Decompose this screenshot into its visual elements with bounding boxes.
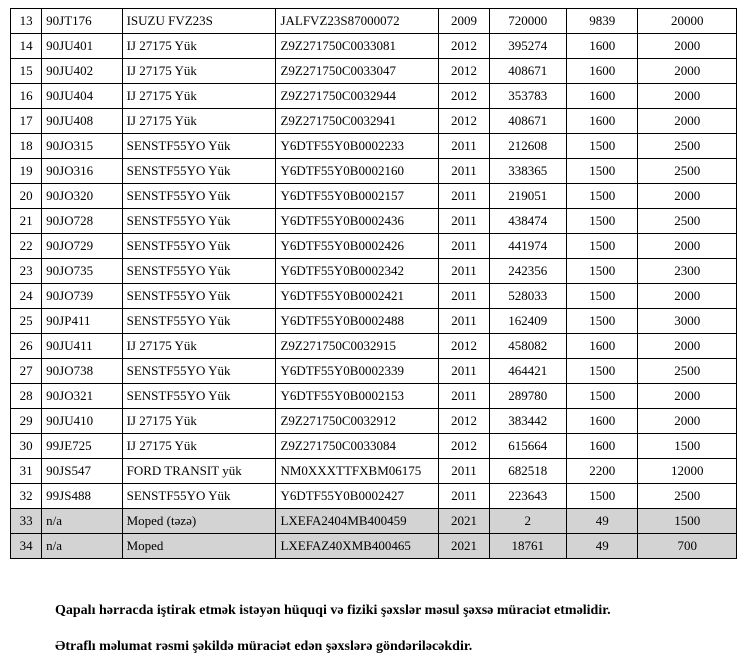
cell-engine: 1600	[567, 59, 638, 84]
cell-vin: Y6DTF55Y0B0002339	[276, 359, 439, 384]
cell-plate: 90JO735	[42, 259, 122, 284]
cell-engine: 1500	[567, 484, 638, 509]
table-row	[11, 209, 737, 234]
cell-price: 2500	[638, 134, 737, 159]
cell-plate: 90JS547	[42, 459, 122, 484]
vehicle-table-body	[11, 9, 737, 559]
cell-plate: 90JO739	[42, 284, 122, 309]
cell-mileage: 223643	[489, 484, 566, 509]
cell-model: SENSTF55YO Yük	[122, 384, 276, 409]
cell-no: 34	[11, 534, 42, 559]
cell-engine: 1500	[567, 384, 638, 409]
cell-vin: LXEFA2404MB400459	[276, 509, 439, 534]
cell-mileage: 353783	[489, 84, 566, 109]
table-row	[11, 334, 737, 359]
cell-price: 12000	[638, 459, 737, 484]
cell-year: 2011	[439, 309, 489, 334]
cell-model: IJ 27175 Yük	[122, 84, 276, 109]
cell-mileage: 162409	[489, 309, 566, 334]
cell-engine: 9839	[567, 9, 638, 34]
cell-model: IJ 27175 Yük	[122, 334, 276, 359]
cell-year: 2012	[439, 334, 489, 359]
cell-mileage: 615664	[489, 434, 566, 459]
cell-vin: Z9Z271750C0032941	[276, 109, 439, 134]
cell-vin: Y6DTF55Y0B0002488	[276, 309, 439, 334]
cell-plate: 90JU401	[42, 34, 122, 59]
table-row	[11, 509, 737, 534]
cell-model: Moped (təzə)	[122, 509, 276, 534]
cell-plate: 90JU408	[42, 109, 122, 134]
cell-price: 1500	[638, 434, 737, 459]
cell-plate: 90JO315	[42, 134, 122, 159]
cell-no: 25	[11, 309, 42, 334]
table-row	[11, 409, 737, 434]
cell-engine: 1500	[567, 259, 638, 284]
cell-year: 2011	[439, 134, 489, 159]
cell-model: FORD TRANSIT yük	[122, 459, 276, 484]
cell-no: 21	[11, 209, 42, 234]
cell-no: 32	[11, 484, 42, 509]
cell-vin: Y6DTF55Y0B0002436	[276, 209, 439, 234]
cell-engine: 1500	[567, 209, 638, 234]
cell-price: 2300	[638, 259, 737, 284]
cell-no: 14	[11, 34, 42, 59]
cell-price: 2500	[638, 159, 737, 184]
cell-year: 2011	[439, 284, 489, 309]
cell-vin: Y6DTF55Y0B0002427	[276, 484, 439, 509]
cell-engine: 1500	[567, 159, 638, 184]
cell-vin: Y6DTF55Y0B0002157	[276, 184, 439, 209]
cell-year: 2011	[439, 259, 489, 284]
cell-engine: 1600	[567, 109, 638, 134]
cell-no: 24	[11, 284, 42, 309]
table-row	[11, 284, 737, 309]
cell-price: 2000	[638, 284, 737, 309]
cell-price: 3000	[638, 309, 737, 334]
cell-mileage: 682518	[489, 459, 566, 484]
cell-vin: Z9Z271750C0032912	[276, 409, 439, 434]
cell-year: 2009	[439, 9, 489, 34]
cell-price: 2000	[638, 334, 737, 359]
cell-year: 2021	[439, 509, 489, 534]
cell-vin: NM0XXXTTFXBM06175	[276, 459, 439, 484]
cell-plate: n/a	[42, 534, 122, 559]
cell-plate: 90JU411	[42, 334, 122, 359]
cell-price: 700	[638, 534, 737, 559]
cell-price: 2000	[638, 409, 737, 434]
cell-no: 17	[11, 109, 42, 134]
cell-plate: 99JE725	[42, 434, 122, 459]
cell-engine: 1500	[567, 134, 638, 159]
note-participation: Qapalı hərracda iştirak etmək istəyən hüquqi və fiziki şəxslər məsul şəxsə müraciət etməlidir.	[55, 603, 611, 618]
cell-mileage: 408671	[489, 109, 566, 134]
cell-year: 2011	[439, 459, 489, 484]
cell-year: 2011	[439, 484, 489, 509]
table-row	[11, 259, 737, 284]
cell-vin: JALFVZ23S87000072	[276, 9, 439, 34]
cell-plate: 90JO320	[42, 184, 122, 209]
cell-engine: 1500	[567, 284, 638, 309]
cell-price: 2000	[638, 34, 737, 59]
cell-engine: 1500	[567, 309, 638, 334]
cell-mileage: 464421	[489, 359, 566, 384]
cell-model: IJ 27175 Yük	[122, 59, 276, 84]
cell-model: SENSTF55YO Yük	[122, 309, 276, 334]
table-row	[11, 34, 737, 59]
table-row	[11, 484, 737, 509]
cell-plate: n/a	[42, 509, 122, 534]
vehicle-auction-table	[10, 8, 737, 559]
cell-plate: 90JO738	[42, 359, 122, 384]
cell-engine: 1600	[567, 334, 638, 359]
table-row	[11, 534, 737, 559]
cell-model: SENSTF55YO Yük	[122, 234, 276, 259]
cell-vin: Z9Z271750C0033081	[276, 34, 439, 59]
cell-price: 1500	[638, 509, 737, 534]
cell-year: 2011	[439, 209, 489, 234]
cell-model: IJ 27175 Yük	[122, 109, 276, 134]
cell-engine: 1600	[567, 84, 638, 109]
cell-no: 15	[11, 59, 42, 84]
cell-mileage: 441974	[489, 234, 566, 259]
cell-plate: 90JO316	[42, 159, 122, 184]
cell-no: 18	[11, 134, 42, 159]
cell-mileage: 383442	[489, 409, 566, 434]
table-row	[11, 109, 737, 134]
table-row	[11, 184, 737, 209]
cell-plate: 90JP411	[42, 309, 122, 334]
footer-notes	[55, 601, 691, 658]
cell-year: 2011	[439, 384, 489, 409]
cell-model: SENSTF55YO Yük	[122, 209, 276, 234]
table-row	[11, 59, 737, 84]
cell-model: ISUZU FVZ23S	[122, 9, 276, 34]
cell-engine: 1500	[567, 184, 638, 209]
cell-model: SENSTF55YO Yük	[122, 359, 276, 384]
cell-year: 2012	[439, 34, 489, 59]
cell-year: 2011	[439, 234, 489, 259]
cell-plate: 90JT176	[42, 9, 122, 34]
cell-plate: 90JO321	[42, 384, 122, 409]
table-row	[11, 134, 737, 159]
cell-vin: Y6DTF55Y0B0002342	[276, 259, 439, 284]
cell-vin: Y6DTF55Y0B0002426	[276, 234, 439, 259]
cell-engine: 1600	[567, 434, 638, 459]
cell-no: 27	[11, 359, 42, 384]
cell-price: 2000	[638, 109, 737, 134]
cell-no: 13	[11, 9, 42, 34]
cell-plate: 99JS488	[42, 484, 122, 509]
cell-mileage: 395274	[489, 34, 566, 59]
cell-plate: 90JU402	[42, 59, 122, 84]
cell-no: 20	[11, 184, 42, 209]
cell-no: 29	[11, 409, 42, 434]
cell-mileage: 219051	[489, 184, 566, 209]
note-information: Ətraflı məlumat rəsmi şəkildə müraciət edən şəxslərə göndəriləcəkdir.	[55, 639, 473, 655]
cell-model: IJ 27175 Yük	[122, 34, 276, 59]
table-row	[11, 309, 737, 334]
cell-price: 20000	[638, 9, 737, 34]
cell-engine: 1500	[567, 234, 638, 259]
cell-price: 2500	[638, 359, 737, 384]
table-row	[11, 459, 737, 484]
cell-mileage: 438474	[489, 209, 566, 234]
cell-no: 16	[11, 84, 42, 109]
cell-engine: 2200	[567, 459, 638, 484]
cell-engine: 1500	[567, 359, 638, 384]
cell-model: Moped	[122, 534, 276, 559]
cell-model: SENSTF55YO Yük	[122, 159, 276, 184]
cell-vin: Z9Z271750C0033047	[276, 59, 439, 84]
table-row	[11, 434, 737, 459]
cell-price: 2000	[638, 59, 737, 84]
cell-vin: Y6DTF55Y0B0002153	[276, 384, 439, 409]
cell-mileage: 289780	[489, 384, 566, 409]
table-row	[11, 9, 737, 34]
cell-no: 26	[11, 334, 42, 359]
cell-year: 2012	[439, 434, 489, 459]
cell-model: SENSTF55YO Yük	[122, 484, 276, 509]
cell-mileage: 18761	[489, 534, 566, 559]
cell-no: 30	[11, 434, 42, 459]
cell-plate: 90JU410	[42, 409, 122, 434]
cell-mileage: 338365	[489, 159, 566, 184]
cell-model: IJ 27175 Yük	[122, 409, 276, 434]
cell-no: 22	[11, 234, 42, 259]
cell-model: SENSTF55YO Yük	[122, 134, 276, 159]
cell-year: 2012	[439, 409, 489, 434]
table-row	[11, 84, 737, 109]
cell-price: 2500	[638, 209, 737, 234]
cell-plate: 90JO729	[42, 234, 122, 259]
cell-vin: Z9Z271750C0033084	[276, 434, 439, 459]
table-row	[11, 159, 737, 184]
cell-mileage: 408671	[489, 59, 566, 84]
cell-price: 2000	[638, 184, 737, 209]
cell-vin: LXEFAZ40XMB400465	[276, 534, 439, 559]
table-row	[11, 234, 737, 259]
cell-model: SENSTF55YO Yük	[122, 259, 276, 284]
cell-year: 2012	[439, 59, 489, 84]
cell-model: SENSTF55YO Yük	[122, 284, 276, 309]
cell-vin: Y6DTF55Y0B0002233	[276, 134, 439, 159]
cell-engine: 49	[567, 509, 638, 534]
cell-engine: 1600	[567, 34, 638, 59]
cell-year: 2012	[439, 84, 489, 109]
cell-price: 2000	[638, 84, 737, 109]
cell-mileage: 2	[489, 509, 566, 534]
cell-no: 31	[11, 459, 42, 484]
cell-year: 2011	[439, 159, 489, 184]
cell-year: 2011	[439, 184, 489, 209]
cell-no: 33	[11, 509, 42, 534]
cell-vin: Z9Z271750C0032915	[276, 334, 439, 359]
cell-vin: Z9Z271750C0032944	[276, 84, 439, 109]
cell-plate: 90JO728	[42, 209, 122, 234]
cell-price: 2000	[638, 384, 737, 409]
cell-mileage: 720000	[489, 9, 566, 34]
cell-mileage: 528033	[489, 284, 566, 309]
cell-no: 19	[11, 159, 42, 184]
cell-year: 2012	[439, 109, 489, 134]
cell-no: 28	[11, 384, 42, 409]
cell-no: 23	[11, 259, 42, 284]
cell-vin: Y6DTF55Y0B0002421	[276, 284, 439, 309]
cell-mileage: 212608	[489, 134, 566, 159]
table-row	[11, 384, 737, 409]
cell-engine: 49	[567, 534, 638, 559]
cell-year: 2011	[439, 359, 489, 384]
cell-model: IJ 27175 Yük	[122, 434, 276, 459]
cell-mileage: 458082	[489, 334, 566, 359]
cell-vin: Y6DTF55Y0B0002160	[276, 159, 439, 184]
cell-price: 2000	[638, 234, 737, 259]
table-row	[11, 359, 737, 384]
cell-mileage: 242356	[489, 259, 566, 284]
cell-engine: 1600	[567, 409, 638, 434]
cell-year: 2021	[439, 534, 489, 559]
cell-price: 2500	[638, 484, 737, 509]
cell-model: SENSTF55YO Yük	[122, 184, 276, 209]
cell-plate: 90JU404	[42, 84, 122, 109]
